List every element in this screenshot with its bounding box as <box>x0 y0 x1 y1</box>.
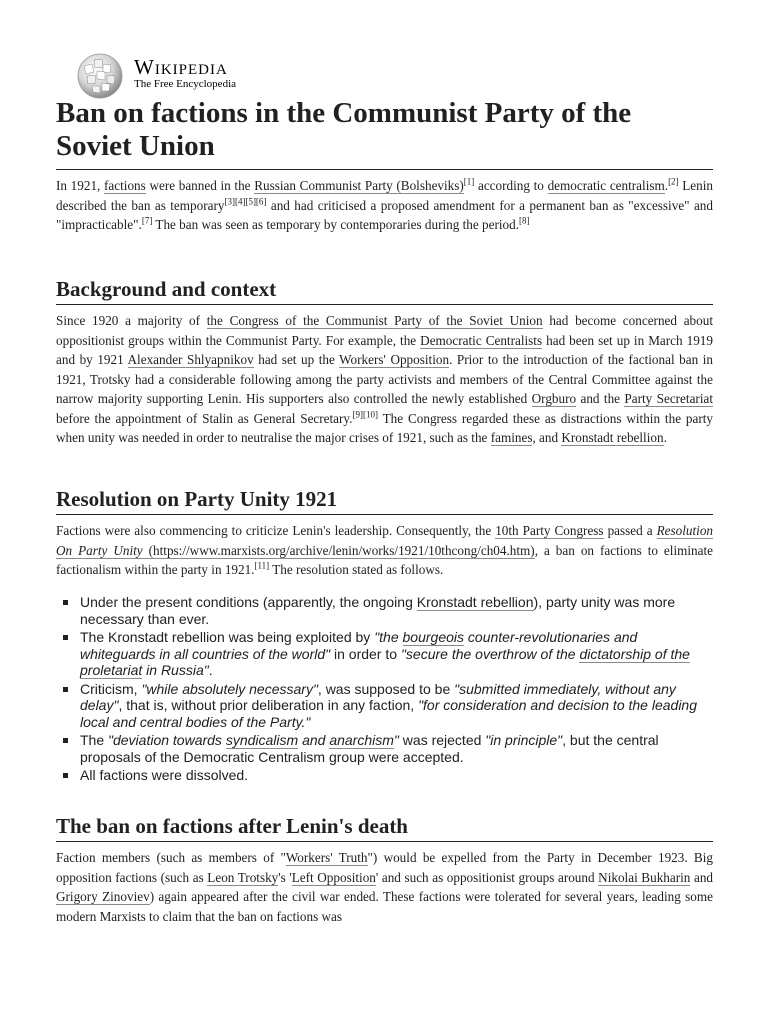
article-link[interactable]: Kronstadt rebellion <box>416 594 534 610</box>
text-run: . <box>663 430 667 445</box>
text-run: Since 1920 a majority of <box>56 313 207 328</box>
citation-ref[interactable]: [8] <box>519 215 530 226</box>
article-link[interactable]: Resolution On Party Unity <box>56 523 714 558</box>
article-link[interactable]: Workers' Opposition <box>339 352 450 367</box>
text-run: " <box>393 732 399 748</box>
wikipedia-wordmark[interactable] <box>134 56 236 91</box>
text-run: "for consideration and decision to the leading local and central bodies of the Party." <box>80 697 697 730</box>
text-run: had been set up in March 1919 and by 1921 <box>56 332 713 367</box>
text-run: ") would be expelled from the Party in December 1923. Big opposition factions (such as <box>56 850 713 885</box>
text-run: in order to <box>330 645 401 662</box>
article-link[interactable]: anarchism <box>329 732 394 748</box>
text-run: , but the central proposals of the Democratic Centralism group were accepted. <box>80 732 659 765</box>
article-link[interactable]: Leon Trotsky <box>207 869 279 885</box>
list-item-text <box>80 629 690 679</box>
text-run: ' and such as oppositionist groups around <box>375 869 599 885</box>
text-run: Faction members (such as members of " <box>56 850 286 865</box>
article-link[interactable]: syndicalism <box>225 732 299 748</box>
bullet-square-icon <box>63 738 68 743</box>
background-paragraph <box>56 311 713 448</box>
citation-ref[interactable]: [3][4][5][6] <box>224 196 267 207</box>
text-run: The Kronstadt rebellion was being exploited by <box>80 629 375 645</box>
text-run: "in principle" <box>485 732 563 748</box>
list-item <box>56 594 713 627</box>
citation-ref[interactable]: [2] <box>668 176 679 187</box>
text-run: and <box>298 732 330 748</box>
list-item <box>56 732 713 765</box>
article-link[interactable]: Grigory Zinoviev <box>56 889 150 904</box>
article-link[interactable]: 10th Party Congress <box>495 523 604 538</box>
citation-ref[interactable]: [7] <box>141 215 153 226</box>
list-item-text <box>80 732 659 765</box>
bullet-square-icon <box>63 600 68 605</box>
text-run: ) again appeared after the civil war ended. These factions were tolerated for several years, leading some modern Marxists to claim that the ban on factions was <box>56 889 713 924</box>
bullet-square-icon <box>63 635 68 640</box>
article-link[interactable]: dictatorship of the proletariat <box>80 645 690 678</box>
text-run: counter-revolutionaries and whiteguards in all countries of the world" <box>80 629 638 662</box>
wikipedia-globe-icon[interactable] <box>74 52 126 100</box>
text-run: "while absolutely necessary" <box>141 680 318 697</box>
text-run: passed a <box>603 523 657 538</box>
text-run: ), party unity was more necessary than ever. <box>80 594 676 627</box>
article-link[interactable]: factions <box>104 178 146 193</box>
text-run: Lenin described the ban as temporary <box>56 178 713 213</box>
text-run: In 1921, <box>56 178 105 193</box>
citation-ref[interactable]: [1] <box>463 176 475 187</box>
article-link[interactable]: Alexander Shlyapnikov <box>127 352 254 367</box>
text-run: and had criticised a proposed amendment for a permanent ban as "excessive" and "impracticable". <box>56 197 713 232</box>
bullet-square-icon <box>63 687 68 692</box>
list-item-text <box>80 681 697 730</box>
site-name: Wikipedia <box>134 55 228 79</box>
bullet-square-icon <box>63 773 68 778</box>
text-run: before the appointment of Stalin as General Secretary. <box>56 410 353 426</box>
page-title: Ban on factions in the Communist Party of the Soviet Union <box>56 97 713 170</box>
resolution-paragraph <box>56 521 713 580</box>
list-item <box>56 767 713 784</box>
text-run: had become concerned about oppositionist groups within the Communist Party. For example, the <box>56 313 713 348</box>
text-run: according to <box>474 178 548 193</box>
text-run: "the <box>374 629 403 645</box>
text-run: All factions were dissolved. <box>80 767 249 783</box>
text-run: , a ban on factions to eliminate factionalism within the party in 1921. <box>56 542 713 577</box>
article-link[interactable]: Left Opposition <box>291 869 376 885</box>
list-item-text <box>80 594 675 627</box>
text-run: , was supposed to be <box>317 680 455 697</box>
article-link[interactable]: the Congress of the Communist Party of the Soviet Union <box>206 313 543 328</box>
article-link[interactable]: bourgeois <box>402 629 465 645</box>
text-run: "secure the overthrow of the <box>400 645 580 662</box>
text-run: were banned in the <box>145 178 255 193</box>
text-run: The Congress regarded these as distractions within the party when unity was needed in order to neutralise the major crises of 1921, such as the <box>56 410 714 445</box>
article-link[interactable]: Democratic Centralists <box>420 332 543 348</box>
text-run: , and <box>532 430 562 445</box>
text-run: "deviation towards <box>108 732 226 748</box>
citation-ref[interactable]: [9][10] <box>352 409 378 420</box>
article-link[interactable]: democratic centralism <box>547 178 665 193</box>
after-lenin-paragraph <box>56 848 713 926</box>
article-link[interactable]: Kronstadt rebellion <box>561 430 664 445</box>
text-run: 's ' <box>278 869 292 885</box>
article-link[interactable]: Workers' Truth <box>285 850 368 865</box>
text-run: . <box>208 662 213 678</box>
citation-ref[interactable]: [11] <box>254 560 270 571</box>
text-run: was rejected <box>398 732 486 748</box>
article-link[interactable]: Party Secretariat <box>624 391 714 406</box>
section-heading-resolution: Resolution on Party Unity 1921 <box>56 486 713 515</box>
text-run: . Prior to the introduction of the factional ban in 1921, Trotsky had a considerable following among the party activists and members of the Central Committee against the narrow majority supporting Lenin. His supporters also controlled the newly established <box>56 352 714 406</box>
text-run: had set up the <box>253 352 340 367</box>
text-run: , that is, without prior deliberation in any faction, <box>118 697 419 713</box>
list-item-text <box>80 767 248 783</box>
text-run: "submitted immediately, without any delay" <box>80 680 676 713</box>
site-tagline: The Free Encyclopedia <box>134 78 237 90</box>
intro-paragraph <box>56 176 713 235</box>
section-heading-background: Background and context <box>56 276 713 305</box>
article-link[interactable]: (https://www.marxists.org/archive/lenin/works/1921/10thcong/ch04.htm) <box>142 542 535 558</box>
resolution-list <box>56 594 713 786</box>
text-run: and <box>690 869 714 885</box>
list-item <box>56 681 713 731</box>
text-run: . <box>664 178 669 193</box>
article-link[interactable]: Orgburo <box>531 391 577 406</box>
section-heading-after-lenin: The ban on factions after Lenin's death <box>56 813 713 842</box>
article-link[interactable]: Nikolai Bukharin <box>598 869 691 885</box>
article-link[interactable]: Russian Communist Party (Bolsheviks) <box>254 178 464 193</box>
list-item <box>56 629 713 679</box>
text-run: The resolution stated as follows. <box>269 562 444 577</box>
text-run: Under the present conditions (apparently, the ongoing <box>80 594 417 610</box>
article-link[interactable]: famines <box>490 430 533 445</box>
text-run: The <box>80 732 109 748</box>
text-run: Criticism, <box>80 680 142 697</box>
text-run: Factions were also commencing to criticize Lenin's leadership. Consequently, the <box>56 523 496 538</box>
text-run: in Russia" <box>142 662 209 678</box>
text-run: and the <box>576 391 625 406</box>
text-run: The ban was seen as temporary by contemporaries during the period. <box>152 217 520 232</box>
